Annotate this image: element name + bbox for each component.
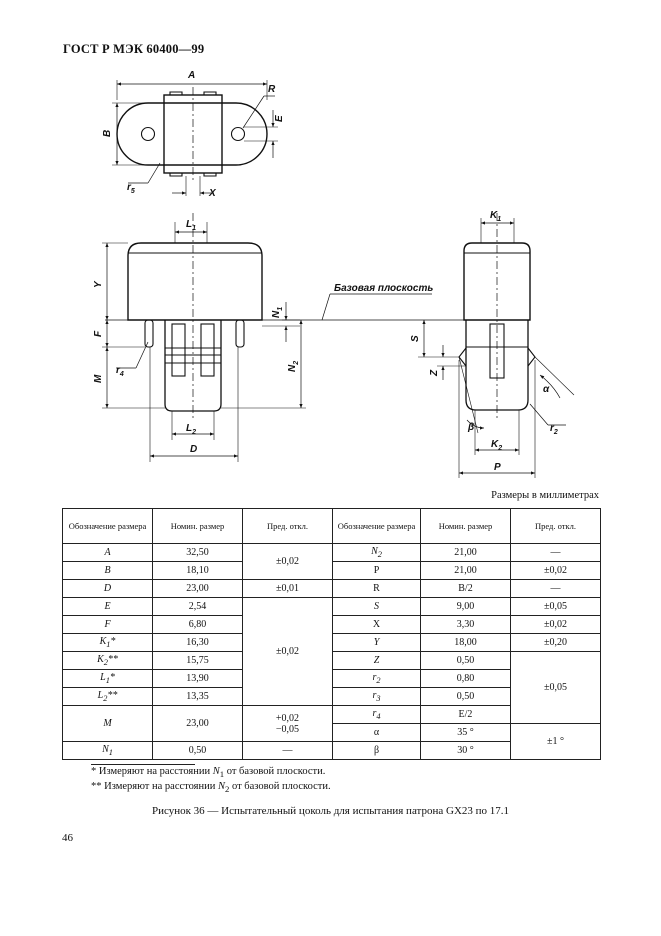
tolerance-cell: ±0,20: [511, 634, 601, 652]
label-N1: $N_1$: [271, 306, 284, 318]
designation-cell: $N_2$: [333, 544, 421, 562]
value-cell: 21,00: [421, 562, 511, 580]
footnote-1: * Измеряют на расстоянии $N_1$ от базовой плоскости.: [91, 766, 326, 780]
label-S: S: [410, 335, 421, 342]
designation-cell: β: [333, 742, 421, 760]
tolerance-cell: ±0,05: [511, 598, 601, 616]
value-cell: 3,30: [421, 616, 511, 634]
value-cell: 18,00: [421, 634, 511, 652]
tolerance-cell: —: [511, 544, 601, 562]
designation-cell: Y: [333, 634, 421, 652]
tolerance-cell: —: [243, 742, 333, 760]
value-cell: 9,00: [421, 598, 511, 616]
tolerance-cell: —: [511, 580, 601, 598]
label-F: F: [93, 330, 104, 337]
value-cell: 32,50: [153, 544, 243, 562]
tolerance-cell: ±0,01: [243, 580, 333, 598]
designation-cell: $r_4$: [333, 706, 421, 724]
value-cell: B/2: [421, 580, 511, 598]
value-cell: 18,10: [153, 562, 243, 580]
header-designation: Обозначение размера: [63, 509, 153, 544]
label-alpha: α: [543, 384, 550, 395]
designation-cell: E: [63, 598, 153, 616]
tolerance-cell: +0,02 −0,05: [243, 706, 333, 742]
label-M: M: [93, 374, 104, 383]
designation-cell: $L_2**$: [63, 688, 153, 706]
designation-cell: $L_1*$: [63, 670, 153, 688]
table-header-row: [63, 509, 601, 544]
label-K1: $K_1$: [490, 210, 502, 223]
value-cell: 0,50: [421, 652, 511, 670]
value-cell: 23,00: [153, 580, 243, 598]
label-X: X: [209, 188, 216, 199]
tolerance-cell: ±0,02: [243, 544, 333, 580]
document-header: ГОСТ Р МЭК 60400—99: [63, 42, 205, 56]
label-B: B: [102, 129, 113, 137]
value-cell: 13,35: [153, 688, 243, 706]
value-cell: 23,00: [153, 706, 243, 742]
label-base-plane: Базовая плоскость: [334, 283, 434, 294]
figure-caption: Рисунок 36 — Испытательный цоколь для испытания патрона GX23 по 17.1: [151, 805, 510, 817]
designation-cell: S: [333, 598, 421, 616]
tolerance-cell: ±1 °: [511, 724, 601, 760]
dimensions-table: [62, 508, 601, 760]
label-r4: $r_4$: [116, 365, 124, 378]
value-cell: 15,75: [153, 652, 243, 670]
designation-cell: P: [333, 562, 421, 580]
label-r5: $r_5$: [127, 182, 135, 195]
designation-cell: $K_1*$: [63, 634, 153, 652]
designation-cell: B: [63, 562, 153, 580]
label-P: P: [494, 462, 501, 473]
label-beta: β: [468, 422, 475, 433]
value-cell: E/2: [421, 706, 511, 724]
footnote-2: ** Измеряют на расстоянии $N_2$ от базовой плоскости.: [91, 780, 331, 794]
value-cell: 2,54: [153, 598, 243, 616]
label-Y: Y: [93, 281, 104, 288]
units-note: Размеры в миллиметрах: [491, 490, 599, 501]
top-view: [112, 80, 278, 196]
designation-cell: A: [63, 544, 153, 562]
designation-cell: $r_2$: [333, 670, 421, 688]
label-R: R: [268, 84, 276, 95]
value-cell: 13,90: [153, 670, 243, 688]
header-designation: Обозначение размера: [333, 509, 421, 544]
label-E: E: [274, 115, 285, 122]
value-cell: 21,00: [421, 544, 511, 562]
label-L1: $L_1$: [186, 219, 197, 232]
tolerance-cell: ±0,02: [511, 616, 601, 634]
designation-cell: X: [333, 616, 421, 634]
table-row: [63, 580, 601, 598]
designation-cell: D: [63, 580, 153, 598]
value-cell: 6,80: [153, 616, 243, 634]
value-cell: 35 °: [421, 724, 511, 742]
value-cell: 0,80: [421, 670, 511, 688]
label-L2: $L_2$: [186, 423, 197, 436]
header-tolerance: Пред. откл.: [243, 509, 333, 544]
tolerance-cell: ±0,02: [511, 562, 601, 580]
designation-cell: Z: [333, 652, 421, 670]
value-cell: 16,30: [153, 634, 243, 652]
label-N2: $N_2$: [287, 360, 300, 372]
tolerance-cell: ±0,05: [511, 652, 601, 724]
label-Z: Z: [429, 369, 440, 376]
header-nominal: Номин. размер: [421, 509, 511, 544]
label-K2: $K_2$: [491, 439, 503, 452]
designation-cell: M: [63, 706, 153, 742]
designation-cell: F: [63, 616, 153, 634]
designation-cell: α: [333, 724, 421, 742]
label-A: A: [188, 70, 196, 81]
designation-cell: $K_2**$: [63, 652, 153, 670]
page-number: 46: [62, 832, 73, 844]
header-nominal: Номин. размер: [153, 509, 243, 544]
table-row: [63, 598, 601, 616]
label-r2: $r_2$: [550, 423, 558, 436]
header-tolerance: Пред. откл.: [511, 509, 601, 544]
label-D: D: [190, 444, 198, 455]
designation-cell: $r_3$: [333, 688, 421, 706]
footnotes: [91, 766, 331, 795]
table-row: [63, 544, 601, 562]
designation-cell: R: [333, 580, 421, 598]
footnote-divider: [91, 764, 195, 765]
value-cell: 30 °: [421, 742, 511, 760]
value-cell: 0,50: [421, 688, 511, 706]
value-cell: 0,50: [153, 742, 243, 760]
tolerance-cell: ±0,02: [243, 598, 333, 706]
designation-cell: $N_1$: [63, 742, 153, 760]
